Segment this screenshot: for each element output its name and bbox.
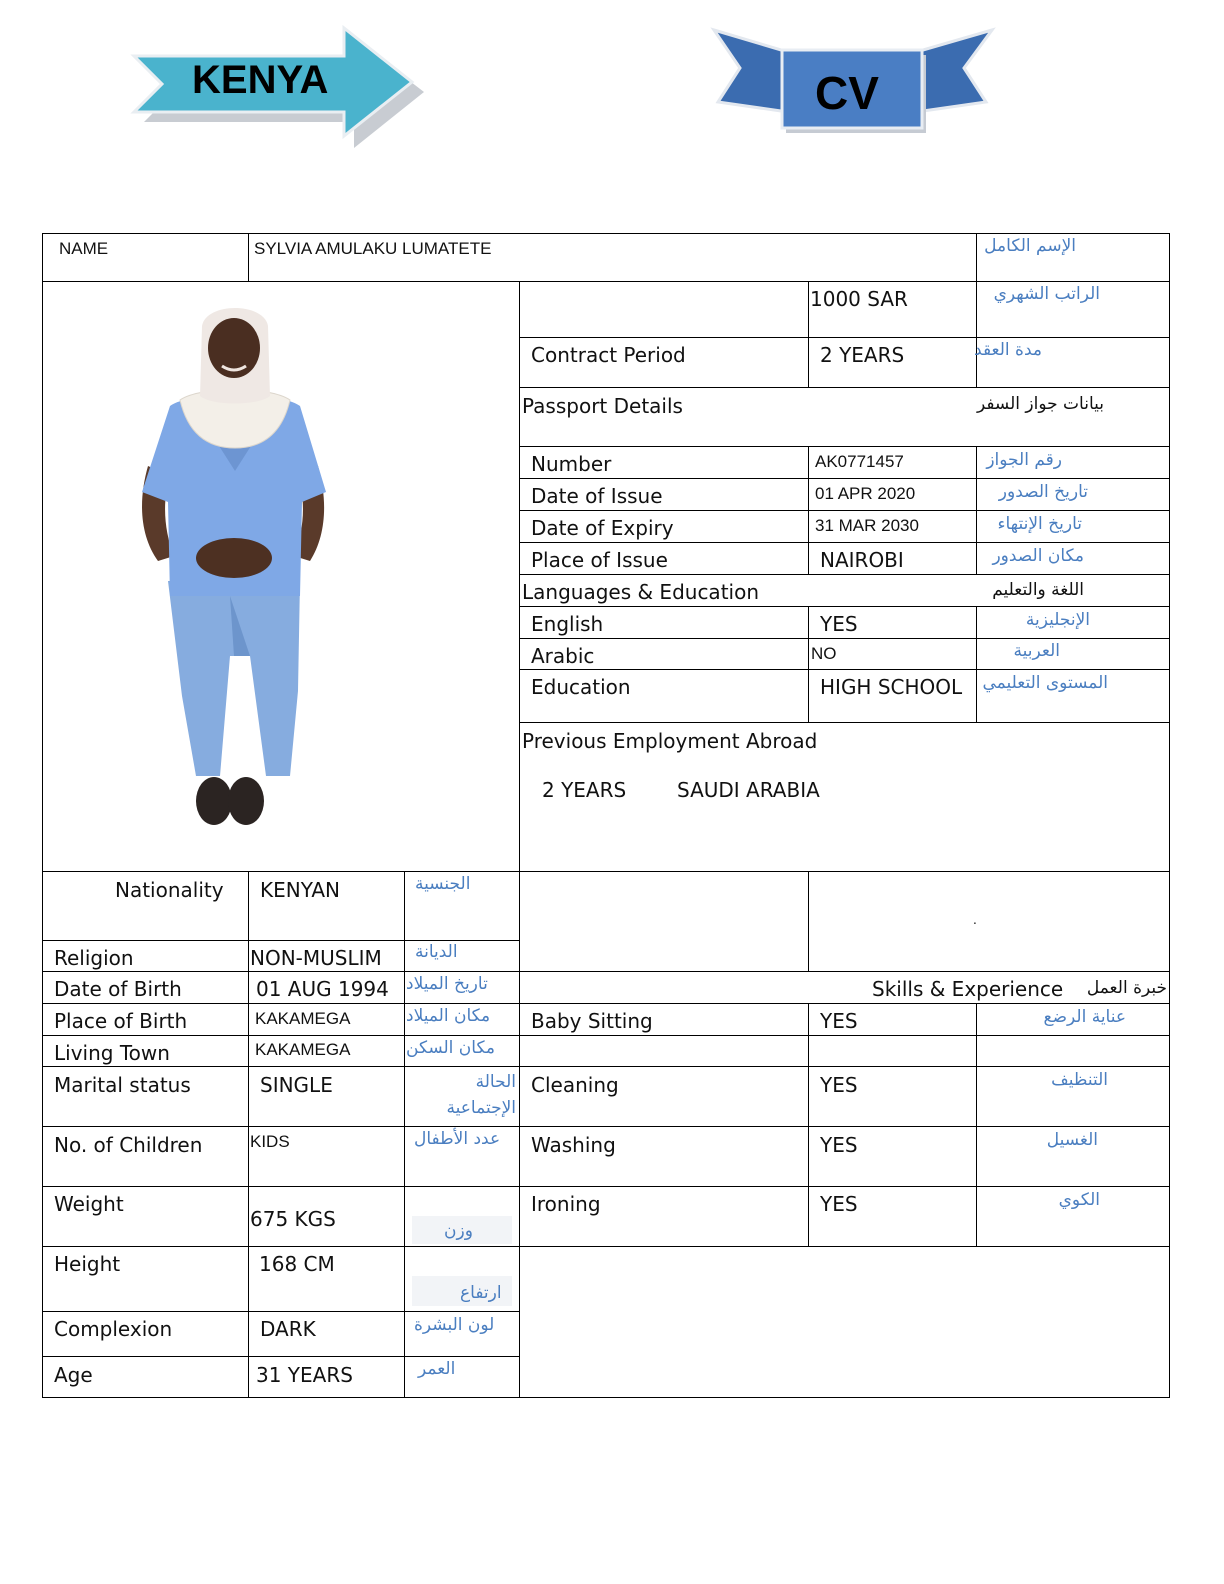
education-label-ar: المستوى التعليمي [982,673,1108,693]
arabic-label-ar: العربية [1013,641,1060,661]
age-label-ar: العمر [418,1359,456,1379]
cleaning-label-ar: التنظيف [1051,1070,1108,1090]
salary-value: 1000 SAR [810,287,908,311]
complexion-label-ar: لون البشرة [414,1315,495,1335]
contract-label-ar: مدة العقد [974,340,1042,360]
complexion-value: DARK [260,1317,316,1341]
washing-value: YES [820,1133,858,1157]
passport-issue-date-value: 01 APR 2020 [815,484,916,503]
nationality-value: KENYAN [260,878,341,902]
passport-issue-date-label-ar: تاريخ الصدور [998,482,1088,502]
date-of-birth-value: 01 AUG 1994 [256,977,389,1001]
passport-expiry-value: 31 MAR 2030 [815,516,919,535]
baby-sitting-label: Baby Sitting [531,1009,653,1033]
living-town-label: Living Town [54,1041,170,1065]
education-label: Education [531,675,631,699]
washing-label: Washing [531,1133,616,1157]
date-of-birth-label: Date of Birth [54,977,182,1001]
place-of-birth-value: KAKAMEGA [255,1009,351,1028]
passport-title: Passport Details [522,394,683,418]
languages-title: Languages & Education [522,580,760,604]
ironing-label-ar: الكوي [1058,1190,1100,1210]
marital-status-value: SINGLE [260,1073,333,1097]
religion-value: NON-MUSLIM [250,946,382,970]
height-label-ar: ارتفاع [460,1283,502,1303]
languages-title-ar: اللغة والتعليم [992,580,1084,600]
weight-label: Weight [54,1192,124,1216]
baby-sitting-label-ar: عناية الرضع [1043,1007,1126,1027]
english-value: YES [820,612,858,636]
nationality-label: Nationality [115,878,224,902]
age-value: 31 YEARS [256,1363,353,1387]
religion-label-ar: الديانة [415,942,458,962]
height-label: Height [54,1252,121,1276]
weight-value: 675 KGS [250,1207,336,1231]
passport-expiry-label: Date of Expiry [531,516,674,540]
children-label-ar: عدد الأطفال [414,1129,501,1149]
living-town-value: KAKAMEGA [255,1040,351,1059]
passport-number-value: AK0771457 [815,452,904,471]
place-of-birth-label-ar: مكان الميلاد [406,1006,491,1026]
nationality-label-ar: الجنسية [415,874,471,894]
previous-employment-country: SAUDI ARABIA [677,778,820,802]
contract-label: Contract Period [531,343,686,367]
education-value: HIGH SCHOOL [820,675,963,699]
previous-employment-duration: 2 YEARS [542,778,627,802]
ironing-label: Ironing [531,1192,601,1216]
passport-expiry-label-ar: تاريخ الإنتهاء [997,514,1082,534]
salary-label-ar: الراتب الشهري [993,284,1100,304]
cleaning-value: YES [820,1073,858,1097]
english-label-ar: الإنجليزية [1025,610,1090,630]
stray-mark: . [973,913,977,927]
complexion-label: Complexion [54,1317,173,1341]
cleaning-label: Cleaning [531,1073,619,1097]
passport-place-value: NAIROBI [820,548,904,572]
weight-label-ar: وزن [444,1221,473,1241]
date-of-birth-label-ar: تاريخ الميلاد [406,974,488,994]
passport-title-ar: بيانات جواز السفر [976,394,1104,414]
name-value: SYLVIA AMULAKU LUMATETE [254,239,492,258]
english-label: English [531,612,604,636]
name-label: NAME [59,239,109,258]
name-label-ar: الإسم الكامل [984,236,1076,256]
washing-label-ar: الغسيل [1046,1130,1098,1150]
passport-place-label-ar: مكان الصدور [992,546,1084,566]
place-of-birth-label: Place of Birth [54,1009,188,1033]
arabic-value: NO [811,644,837,663]
kenya-banner-label: KENYA [192,58,329,102]
passport-issue-date-label: Date of Issue [531,484,663,508]
cv-banner-label: CV [815,67,879,119]
ironing-value: YES [820,1192,858,1216]
previous-employment-title: Previous Employment Abroad [522,729,818,753]
skills-title-ar: خبرة العمل [1086,978,1167,998]
age-label: Age [54,1363,93,1387]
marital-status-label-ar: الحالة الإجتماعية [446,1072,516,1118]
baby-sitting-value: YES [820,1009,858,1033]
arabic-label: Arabic [531,644,595,668]
passport-number-label: Number [531,452,612,476]
passport-number-label-ar: رقم الجواز [986,450,1062,470]
height-value: 168 CM [259,1252,335,1276]
religion-label: Religion [54,946,134,970]
skills-title: Skills & Experience [872,977,1064,1001]
marital-status-label: Marital status [54,1073,191,1097]
living-town-label-ar: مكان السكن [406,1038,495,1058]
candidate-photo [130,296,340,836]
children-label: No. of Children [54,1133,203,1157]
children-value: KIDS [250,1132,290,1151]
passport-place-label: Place of Issue [531,548,668,572]
contract-value: 2 YEARS [820,343,905,367]
